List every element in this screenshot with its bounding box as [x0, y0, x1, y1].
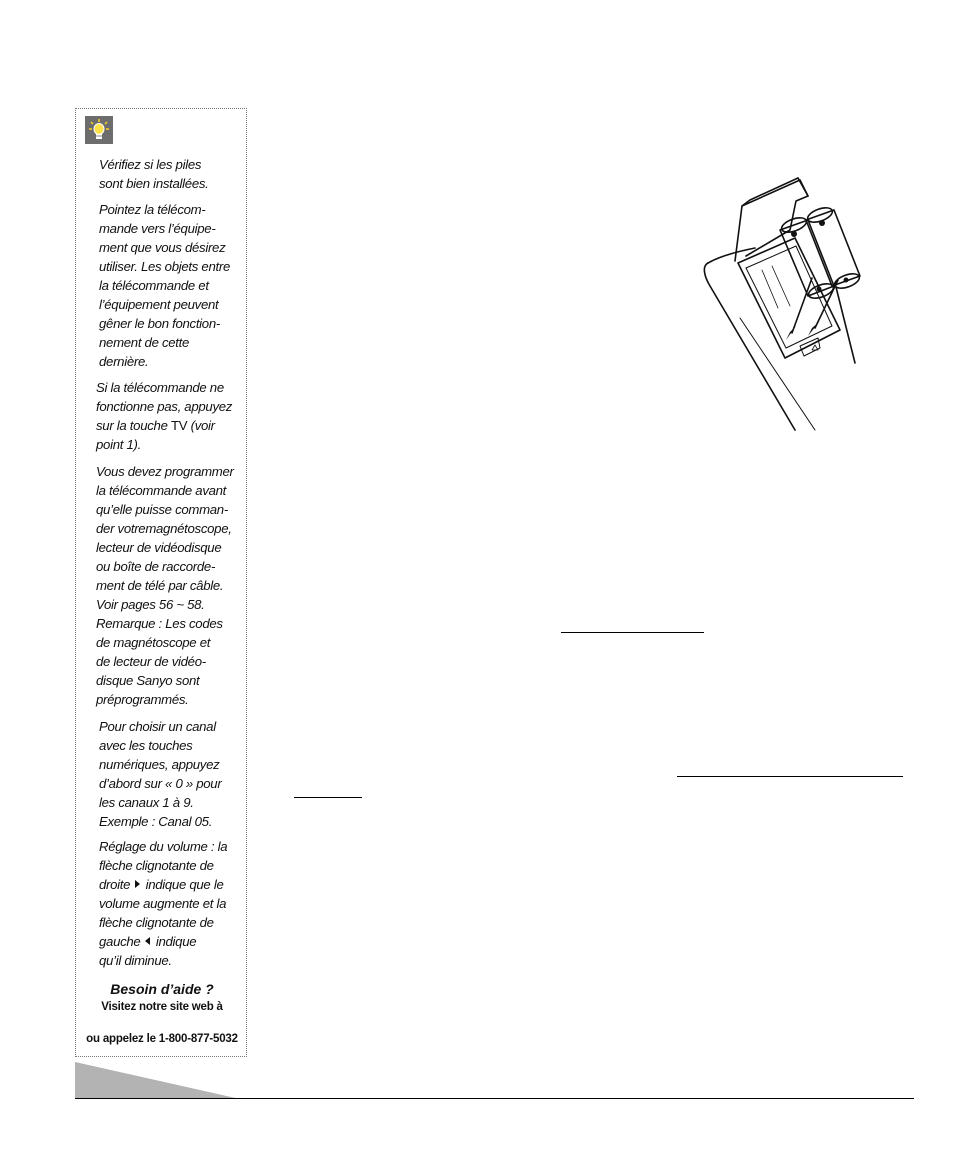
tip-tv-key	[96, 378, 232, 454]
tip-tv-point: point 1).	[96, 437, 141, 452]
volume-line-7: qu’il diminue.	[99, 953, 172, 968]
volume-line-1: Réglage du volume : la	[99, 839, 228, 854]
help-phone-text: ou appelez le 1-800-877-5032	[86, 1033, 238, 1045]
underline-2	[677, 776, 903, 777]
tip-tv-text: Si la télécommande ne fonctionne pas, appuyez sur la touche	[96, 380, 233, 433]
bottom-rule	[75, 1098, 914, 1099]
volume-line-2: flèche clignotante de	[99, 858, 214, 873]
tips-sidebar	[75, 108, 247, 1057]
corner-tab	[75, 1062, 245, 1099]
volume-right-text: indique que le	[142, 877, 224, 892]
help-website-text: Visitez notre site web à	[101, 1001, 223, 1013]
tip-programming: Vous devez programmer la télécommande avant qu’elle puisse comman- der votremagnétoscope, lecteur de vidéodisque ou boîte de raccorde- ment de télé par câble. Voir pages 56 ~ 58. Remarque : Les codes de magnétoscope et de lecteur de vidéo- disque Sanyo sont préprogrammés.	[96, 464, 234, 707]
underline-1	[561, 632, 704, 633]
right-arrow-icon	[133, 879, 142, 889]
underline-3	[294, 797, 362, 798]
volume-line-5: flèche clignotante de	[99, 915, 214, 930]
volume-line-3	[99, 875, 227, 894]
volume-line-4: volume augmente et la	[99, 896, 227, 911]
volume-line-6	[99, 932, 227, 951]
tip-point-remote: Pointez la télécom- mande vers l’équipe- ment que vous désirez utiliser. Les objets entre la télécommande et l’équipement peuvent gêner le bon fonction- nement de cette dernière.	[99, 202, 230, 369]
volume-left-label: gauche	[99, 934, 141, 949]
tip-batteries: Vérifiez si les piles sont bien installées.	[99, 157, 209, 191]
remote-battery-illustration	[700, 168, 865, 438]
tip-tv-suffix: (voir	[187, 418, 215, 433]
help-title: Besoin d’aide ?	[110, 981, 214, 997]
volume-right-label: droite	[99, 877, 131, 892]
tv-key-label: TV	[170, 418, 188, 433]
light-bulb-icon	[85, 116, 113, 144]
volume-left-text: indique	[152, 934, 197, 949]
tip-volume	[99, 837, 227, 970]
tip-channel-select: Pour choisir un canal avec les touches numériques, appuyez d’abord sur « 0 » pour les canaux 1 à 9. Exemple : Canal 05.	[99, 719, 222, 829]
